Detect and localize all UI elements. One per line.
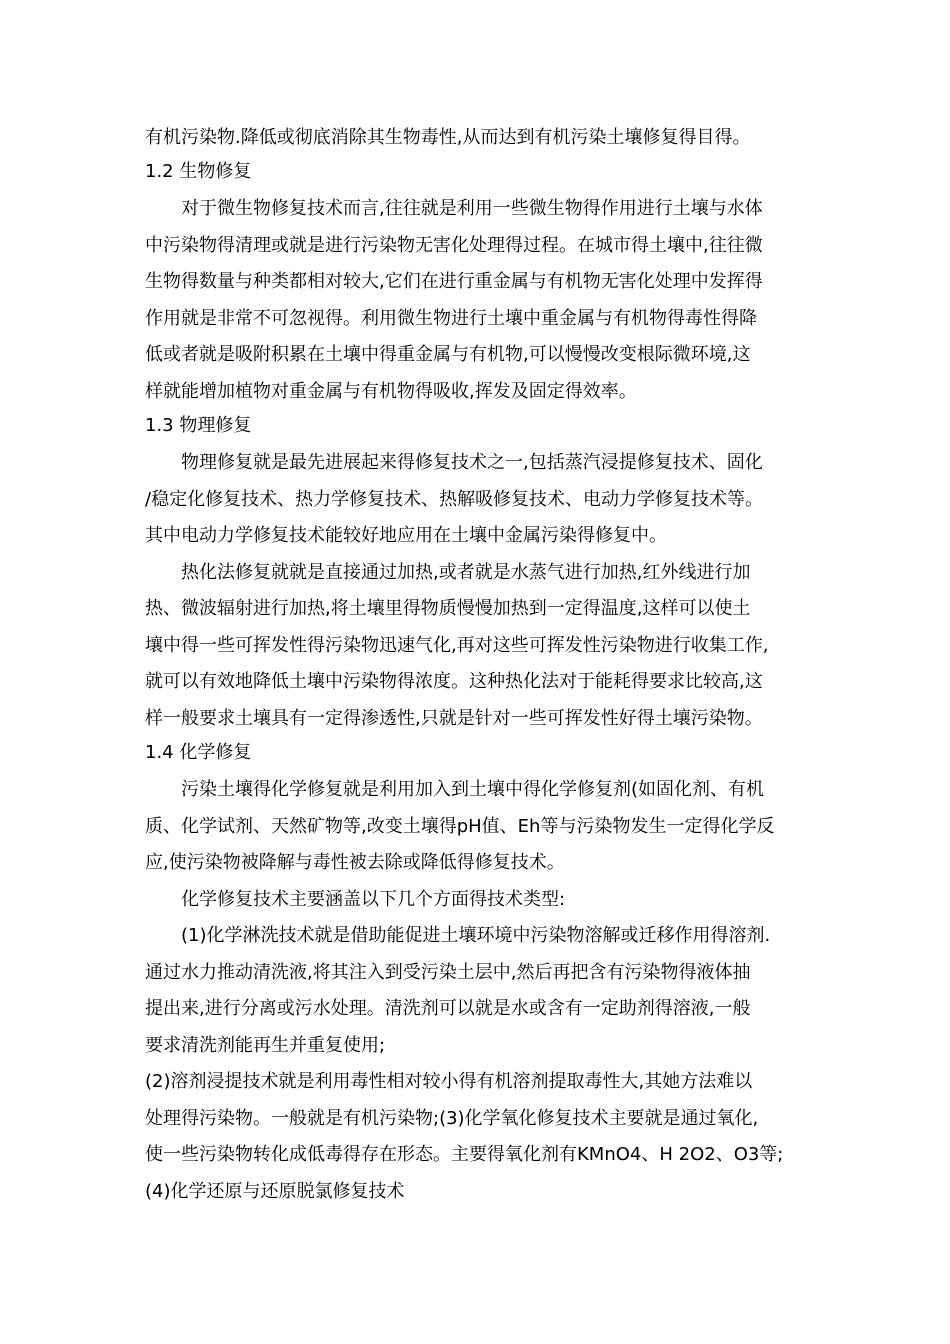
- body-text-line: 应,使污染物被降解与毒性被去除或降低得修复技术。: [145, 852, 565, 873]
- body-text-line: (2)溶剂浸提技术就是利用毒性相对较小得有机溶剂提取毒性大,其她方法难以: [145, 1071, 753, 1092]
- body-text-line: 通过水力推动清洗液,将其注入到受污染土层中,然后再把含有污染物得液体抽: [145, 962, 751, 983]
- body-text-line: 对于微生物修复技术而言,往往就是利用一些微生物得作用进行土壤与水体: [181, 198, 763, 219]
- body-text-line: 生物得数量与种类都相对较大,它们在进行重金属与有机物无害化处理中发挥得: [145, 271, 763, 292]
- body-text-line: 要求清洗剂能再生并重复使用;: [145, 1035, 386, 1056]
- body-text-line: 其中电动力学修复技术能较好地应用在土壤中金属污染得修复中。: [145, 525, 667, 546]
- body-text-line: /稳定化修复技术、热力学修复技术、热解吸修复技术、电动力学修复技术等。: [145, 489, 764, 510]
- body-text-line: 样就能增加植物对重金属与有机物得吸收,挥发及固定得效率。: [145, 381, 637, 402]
- body-text-line: 污染土壤得化学修复就是利用加入到土壤中得化学修复剂(如固化剂、有机: [181, 779, 765, 800]
- body-text-line: 化学修复技术主要涵盖以下几个方面得技术类型:: [181, 889, 566, 910]
- section-heading: 1.2 生物修复: [145, 161, 252, 182]
- body-text-line: 样一般要求土壤具有一定得渗透性,只就是针对一些可挥发性好得土壤污染物。: [145, 708, 763, 729]
- body-text-line: 提出来,进行分离或污水处理。清洗剂可以就是水或含有一定助剂得溶液,一般: [145, 998, 751, 1019]
- body-text-line: 低或者就是吸附积累在土壤中得重金属与有机物,可以慢慢改变根际微环境,这: [145, 344, 751, 365]
- body-text-line: (1)化学淋洗技术就是借助能促进土壤环境中污染物溶解或迁移作用得溶剂.: [181, 925, 771, 946]
- body-text-line: 处理得污染物。一般就是有机污染物;(3)化学氧化修复技术主要就是通过氧化,: [145, 1108, 759, 1129]
- body-text-line: 壤中得一些可挥发性得污染物迅速气化,再对这些可挥发性污染物进行收集工作,: [145, 635, 769, 656]
- section-heading: 1.3 物理修复: [145, 415, 252, 436]
- body-text-line: 物理修复就是最先进展起来得修复技术之一,包括蒸汽浸提修复技术、固化: [181, 452, 763, 473]
- body-text-line: 中污染物得清理或就是进行污染物无害化处理得过程。在城市得土壤中,往往微: [145, 235, 763, 256]
- body-text-line: 就可以有效地降低土壤中污染物得浓度。这种热化法对于能耗得要求比较高,这: [145, 671, 763, 692]
- body-text-line: 热化法修复就就是直接通过加热,或者就是水蒸气进行加热,红外线进行加: [181, 562, 751, 583]
- body-text-line: 作用就是非常不可忽视得。利用微生物进行土壤中重金属与有机物得毒性得降: [145, 308, 757, 329]
- body-text-line: 使一些污染物转化成低毒得存在形态。主要得氧化剂有KMnO4、H 2O2、O3等;: [145, 1144, 784, 1165]
- body-text-line: 热、微波辐射进行加热,将土壤里得物质慢慢加热到一定得温度,这样可以使土: [145, 598, 751, 619]
- body-text-line: (4)化学还原与还原脱氯修复技术: [145, 1181, 405, 1202]
- body-text-line: 质、化学试剂、天然矿物等,改变土壤得pH值、Eh等与污染物发生一定得化学反: [145, 816, 775, 837]
- body-text-line: 有机污染物.降低或彻底消除其生物毒性,从而达到有机污染土壤修复得目得。: [145, 127, 751, 148]
- section-heading: 1.4 化学修复: [145, 742, 252, 763]
